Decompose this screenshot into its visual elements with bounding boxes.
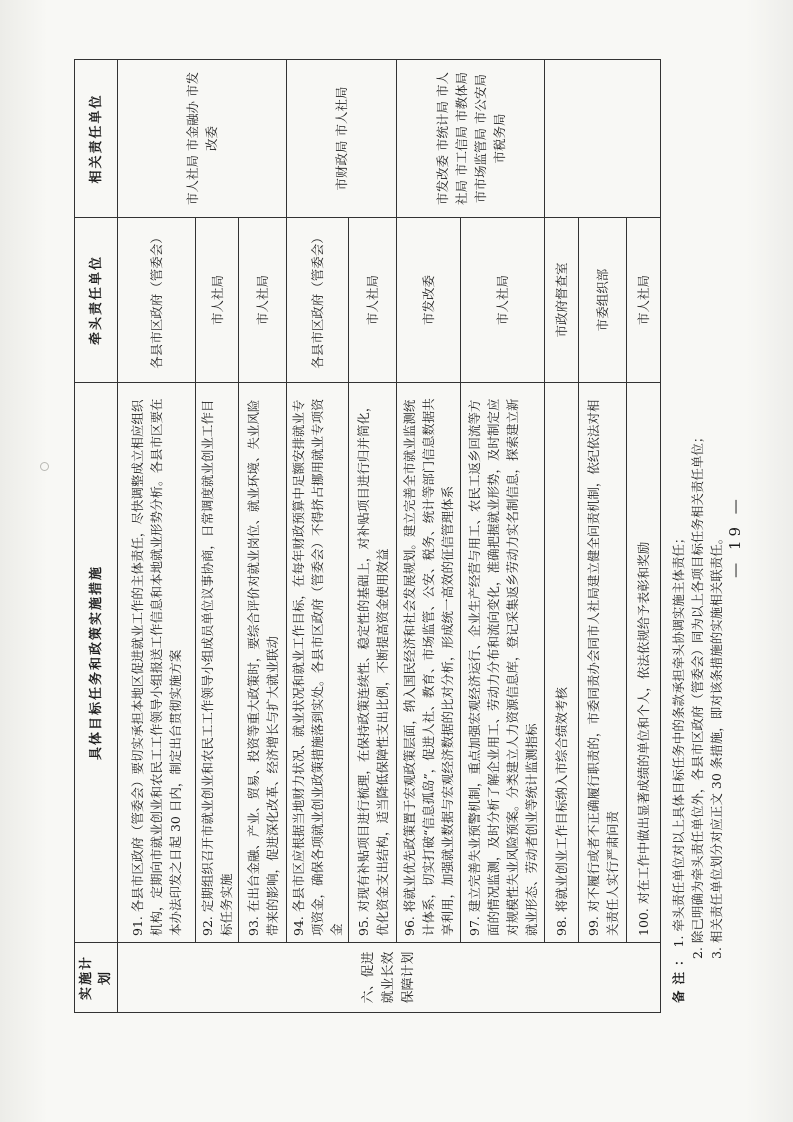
measure-cell: 98. 将就业创业工作目标纳入市综合绩效考核 xyxy=(545,383,579,943)
header-plan: 实施计划 xyxy=(75,943,118,1013)
table-row xyxy=(118,60,196,1013)
table-row xyxy=(545,60,579,1013)
table-header-row xyxy=(75,60,118,1013)
related-unit-cell xyxy=(545,60,661,218)
related-unit-cell: 市人社局 市金融办 市发改委 xyxy=(118,60,287,218)
rotated-document xyxy=(74,60,742,1013)
punch-hole-mark xyxy=(40,462,49,471)
note-item: 1. 牵头责任单位对以上具体目标任务中的条款承担牵头协调实施主体责任； xyxy=(671,531,686,948)
measure-cell: 93. 在出台金融、产业、贸易、投资等重大政策时，要综合评价对就业岗位、就业环境、失业风险带来的影响，促进深化改革、经济增长与扩大就业联动 xyxy=(239,383,287,943)
note-item: 2. 除已明确为牵头责任单位外，各县市区政府（管委会）同为以上各项目标任务相关责任单位； xyxy=(690,430,705,959)
header-related-unit: 相关责任单位 xyxy=(75,60,118,218)
header-measures: 具体目标任务和政策实施措施 xyxy=(75,383,118,943)
lead-unit-cell: 市人社局 xyxy=(627,218,661,383)
measure-cell: 91. 各县市区政府（管委会）要切实承担本地区促进就业工作的主体责任，尽快调整成立相应组织机构，定期向市就业创业和农民工工作领导小组报送工作信息和本地就业形势分析。各县市区要在本办法印发之日起 30 日内，制定出台贯彻实施方案 xyxy=(118,383,196,943)
note-line xyxy=(669,60,688,1003)
table-row xyxy=(397,60,461,1013)
measure-cell: 95. 对现有补贴项目进行梳理，在保持政策连续性、稳定性的基础上，对补贴项目进行归并简化，优化资金支出结构，适当降低保障性支出比例，不断提高资金使用效益 xyxy=(349,383,397,943)
category-cell: 六、促进就业长效保障计划 xyxy=(118,943,661,1013)
page-number: — 19 — xyxy=(726,495,744,578)
related-unit-cell: 市发改委 市统计局 市人社局 市工信局 市教体局 市市场监管局 市公安局 市税务局 xyxy=(397,60,545,218)
lead-unit-cell: 市人社局 xyxy=(349,218,397,383)
lead-unit-cell: 市发改委 xyxy=(397,218,461,383)
notes-label: 备注： xyxy=(671,947,686,1003)
lead-unit-cell: 各县市区政府（管委会） xyxy=(118,218,196,383)
notes-block xyxy=(669,60,726,1013)
lead-unit-cell: 市委组织部 xyxy=(579,218,627,383)
measure-cell: 94. 各县市区应根据当地财力状况、就业状况和就业工作目标，在每年财政预算中足额安排就业专项资金，确保各项就业创业政策措施落到实处。各县市区政府（管委会）不得挤占挪用就业专项资金 xyxy=(287,383,349,943)
header-lead-unit: 牵头责任单位 xyxy=(75,218,118,383)
measure-cell: 99. 对不履行或者不正确履行职责的，市委同责办会同市人社局建立健全问责机制，依纪依法对相关责任人实行严肃问责 xyxy=(579,383,627,943)
related-unit-cell: 市财政局 市人社局 xyxy=(287,60,397,218)
table-row xyxy=(287,60,349,1013)
lead-unit-cell: 市政府督查室 xyxy=(545,218,579,383)
measure-cell: 97. 建立完善失业预警机制，重点加强宏观经济运行、企业生产经营与用工、农民工返乡回流等方面的情况监测，及时分析了解企业用工、劳动力分布和流向变化，准确把握就业形势，及时制定应对规模性失业风险预案。分类建立人力资源信息库，登记采集返乡劳动力实名制信息，探索建立新就业形态、劳动者创业等统计监测指标 xyxy=(461,383,545,943)
implementation-plan-table xyxy=(74,59,661,1013)
lead-unit-cell: 各县市区政府（管委会） xyxy=(287,218,349,383)
note-item: 3. 相关责任单位划分对应正文 30 条措施，即对该条措施的实施相关联责任。 xyxy=(709,531,724,959)
lead-unit-cell: 市人社局 xyxy=(196,218,239,383)
measure-cell: 96. 将就业优先政策置于宏观政策层面，纳入国民经济和社会发展规划。建立完善全市就业监测统计体系，切实打破“信息孤岛”，促进人社、教育、市场监管、公安、税务、统计等部门信息数据共享利用，加强就业数据与宏观经济数据的比对分析，形成统一高效的征信管理体系 xyxy=(397,383,461,943)
lead-unit-cell: 市人社局 xyxy=(461,218,545,383)
lead-unit-cell: 市人社局 xyxy=(239,218,287,383)
measure-cell: 92. 定期组织召开市就业创业和农民工工作领导小组成员单位议事协商，日常调度就业创业工作目标任务实施 xyxy=(196,383,239,943)
measure-cell: 100. 对在工作中做出显著成绩的单位和个人，依法依规给予表彰和奖励 xyxy=(627,383,661,943)
